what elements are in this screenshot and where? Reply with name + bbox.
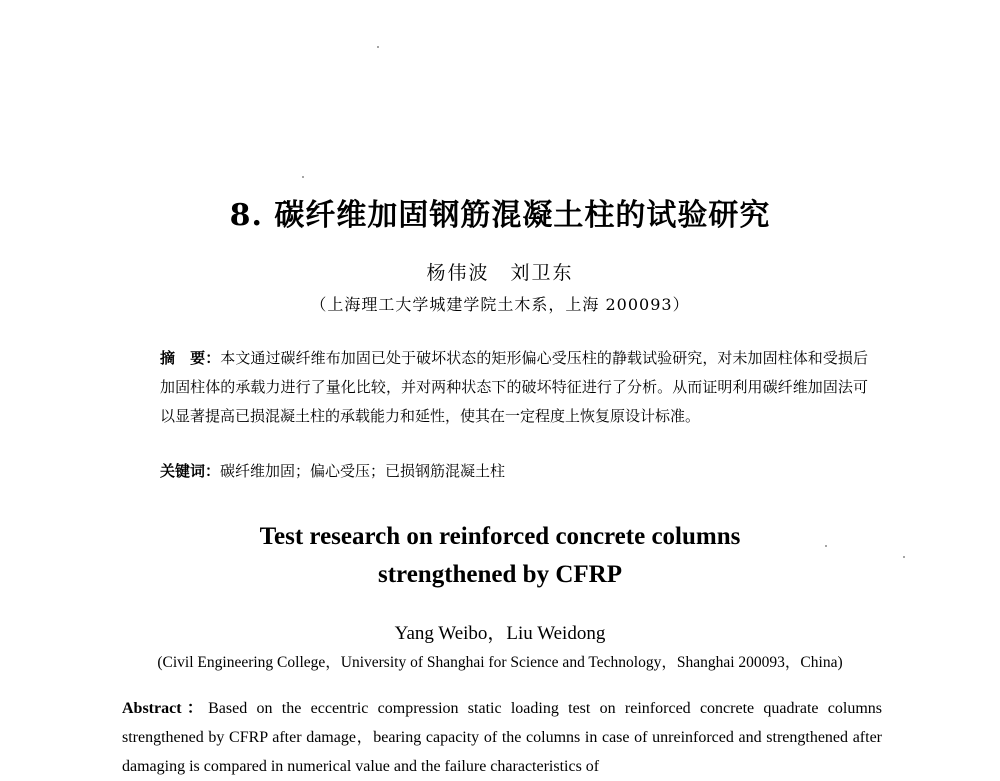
english-title-line2: strengthened by CFRP — [378, 561, 622, 588]
chinese-keywords-label: 关键词： — [160, 462, 221, 480]
chinese-keywords-body: 碳纤维加固；偏心受压；已损钢筋混凝土柱 — [220, 462, 506, 480]
english-affiliation: (Civil Engineering College，University of Shanghai for Science and Technology，Shanghai 200093，China) — [157, 654, 843, 671]
english-abstract-body: Based on the eccentric compression static loading test on reinforced concrete quadrate columns strengthened by CFRP after damage，bearing capacity of the columns in case of unreinforced and strengthened after damaging is compared in numerical value and the failure characteristics of — [122, 700, 883, 775]
scan-speck — [302, 176, 304, 178]
english-title-line1: Test research on reinforced concrete columns — [259, 523, 741, 550]
scan-speck — [377, 46, 379, 48]
chinese-abstract-label: 摘 要： — [160, 349, 221, 367]
english-title — [0, 518, 1000, 594]
chinese-abstract — [126, 344, 868, 431]
english-authors: Yang Weibo，Liu Weidong — [394, 623, 606, 644]
chinese-authors: 杨伟波 刘卫东 — [426, 262, 574, 284]
english-abstract-label: Abstract： — [122, 700, 209, 717]
chinese-keywords — [160, 460, 880, 481]
chinese-title: 8. 碳纤维加固钢筋混凝土柱的试验研究 — [229, 198, 771, 233]
chinese-affiliation: （上海理工大学城建学院土木系，上海 200093） — [310, 295, 690, 314]
chinese-abstract-body: 本文通过碳纤维布加固已处于破坏状态的矩形偏心受压柱的静载试验研究，对未加固柱体和受损后加固柱体的承载力进行了量化比较，并对两种状态下的破坏特征进行了分析。从而证明利用碳纤维加固法可以显著提高已损混凝土柱的承载能力和延性，使其在一定程度上恢复原设计标准。 — [160, 349, 868, 425]
english-abstract — [122, 694, 882, 781]
